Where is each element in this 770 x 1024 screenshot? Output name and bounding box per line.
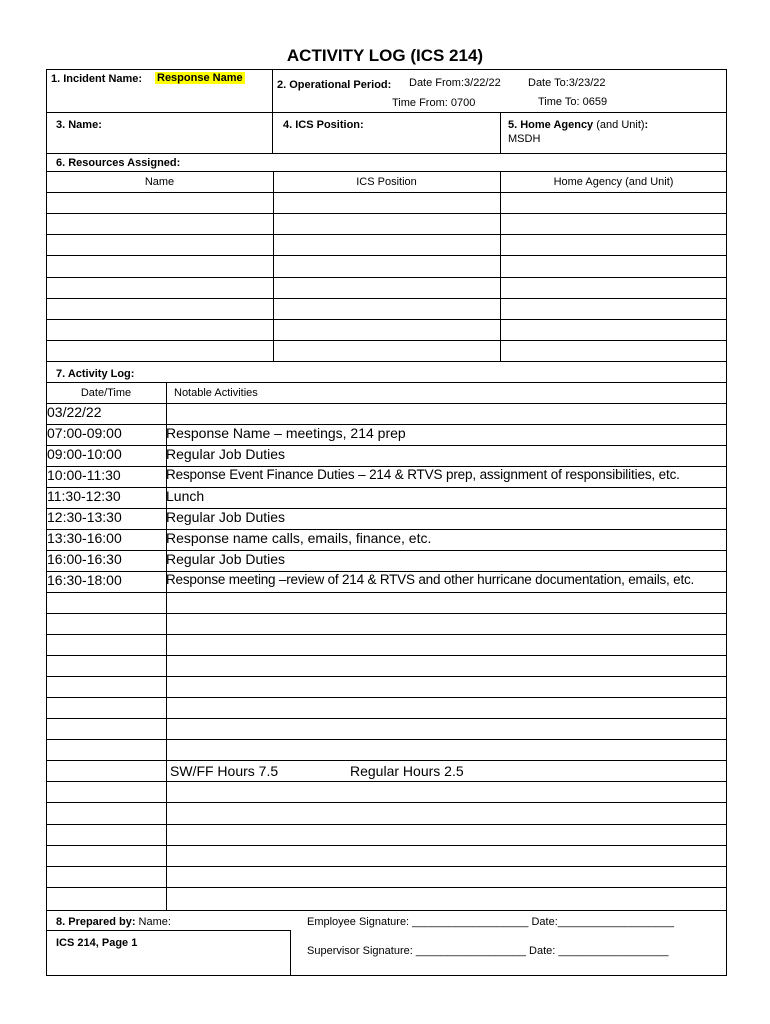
form-rule <box>46 613 727 614</box>
incident-name-value[interactable]: Response Name <box>157 72 243 84</box>
form-rule <box>46 739 727 740</box>
form-rule <box>46 508 727 509</box>
form-rule <box>46 445 727 446</box>
form-rule <box>46 655 727 656</box>
form-rule <box>46 910 727 911</box>
form-rule <box>46 277 727 278</box>
form-rule <box>46 550 727 551</box>
date-to[interactable]: Date To:3/23/22 <box>528 77 606 89</box>
regular-hours[interactable]: Regular Hours 2.5 <box>350 763 464 779</box>
form-rule <box>46 382 727 383</box>
form-rule <box>500 112 501 153</box>
home-agency-label: 5. Home Agency (and Unit): <box>508 119 649 131</box>
time-from[interactable]: Time From: 0700 <box>392 97 476 109</box>
activity-time[interactable]: 11:30-12:30 <box>47 488 121 504</box>
form-rule <box>46 340 727 341</box>
activity-time[interactable]: 10:00-11:30 <box>47 467 121 483</box>
form-rule <box>273 171 274 361</box>
act-col-datetime: Date/Time <box>80 387 132 399</box>
form-rule <box>46 319 727 320</box>
form-rule <box>46 171 727 172</box>
operational-period-label: 2. Operational Period: <box>277 79 392 91</box>
time-to[interactable]: Time To: 0659 <box>538 96 608 108</box>
supervisor-signature[interactable]: Supervisor Signature: __________________ Date: __________________ <box>307 945 669 957</box>
form-rule <box>46 213 727 214</box>
res-col-name: Name <box>144 176 175 188</box>
form-rule <box>46 930 290 931</box>
form-rule <box>272 69 273 153</box>
form-rule <box>46 845 727 846</box>
act-col-notable: Notable Activities <box>174 387 258 399</box>
activity-time[interactable]: 16:00-16:30 <box>47 551 122 567</box>
form-rule <box>46 255 727 256</box>
form-rule <box>46 234 727 235</box>
name-label: 3. Name: <box>56 119 102 131</box>
form-rule <box>46 887 727 888</box>
form-rule <box>46 866 727 867</box>
activity-text[interactable]: Response Event Finance Duties – 214 & RTVS prep, assignment of responsibilities, etc. <box>166 467 680 482</box>
form-rule <box>46 153 727 154</box>
footer-label: ICS 214, Page 1 <box>56 937 138 949</box>
activity-text[interactable]: Regular Job Duties <box>166 446 286 462</box>
activity-time[interactable]: 03/22/22 <box>47 404 102 420</box>
form-frame <box>46 69 727 976</box>
form-rule <box>46 298 727 299</box>
form-rule <box>290 930 291 976</box>
activity-time[interactable]: 12:30-13:30 <box>47 509 122 525</box>
activity-time[interactable]: 16:30-18:00 <box>47 572 122 588</box>
swff-hours[interactable]: SW/FF Hours 7.5 <box>170 763 279 779</box>
res-col-agency: Home Agency (and Unit) <box>553 176 674 188</box>
form-rule <box>46 697 727 698</box>
form-title: ACTIVITY LOG (ICS 214) <box>286 46 484 65</box>
resources-label: 6. Resources Assigned: <box>56 157 181 169</box>
date-from[interactable]: Date From:3/22/22 <box>409 77 501 89</box>
activity-log-label: 7. Activity Log: <box>56 368 135 380</box>
home-agency-value[interactable]: MSDH <box>508 133 541 145</box>
form-rule <box>46 824 727 825</box>
activity-time[interactable]: 07:00-09:00 <box>47 425 122 441</box>
form-rule <box>46 676 727 677</box>
form-rule <box>46 361 727 362</box>
form-rule <box>46 192 727 193</box>
form-rule <box>46 592 727 593</box>
form-rule <box>46 802 727 803</box>
activity-text[interactable]: Lunch <box>166 488 205 504</box>
form-rule <box>46 718 727 719</box>
form-rule <box>46 760 727 761</box>
res-col-position: ICS Position <box>356 176 417 188</box>
activity-text[interactable]: Response meeting –review of 214 & RTVS and other hurricane documentation, emails, etc. <box>166 572 695 587</box>
form-rule <box>46 634 727 635</box>
form-rule <box>500 171 501 361</box>
activity-text[interactable]: Response name calls, emails, finance, etc. <box>166 530 432 546</box>
activity-time[interactable]: 09:00-10:00 <box>47 446 122 462</box>
form-rule <box>46 112 727 113</box>
activity-text[interactable]: Regular Job Duties <box>166 509 286 525</box>
form-rule <box>46 781 727 782</box>
employee-signature[interactable]: Employee Signature: ___________________ Date:___________________ <box>307 916 674 928</box>
form-rule <box>46 403 727 404</box>
ics-position-label: 4. ICS Position: <box>283 119 364 131</box>
activity-text[interactable]: Regular Job Duties <box>166 551 286 567</box>
activity-text[interactable]: Response Name – meetings, 214 prep <box>166 425 406 441</box>
prepared-by-label: 8. Prepared by: Name: <box>56 916 171 928</box>
activity-time[interactable]: 13:30-16:00 <box>47 530 122 546</box>
form-rule <box>46 487 727 488</box>
incident-name-label: 1. Incident Name: <box>51 73 143 85</box>
